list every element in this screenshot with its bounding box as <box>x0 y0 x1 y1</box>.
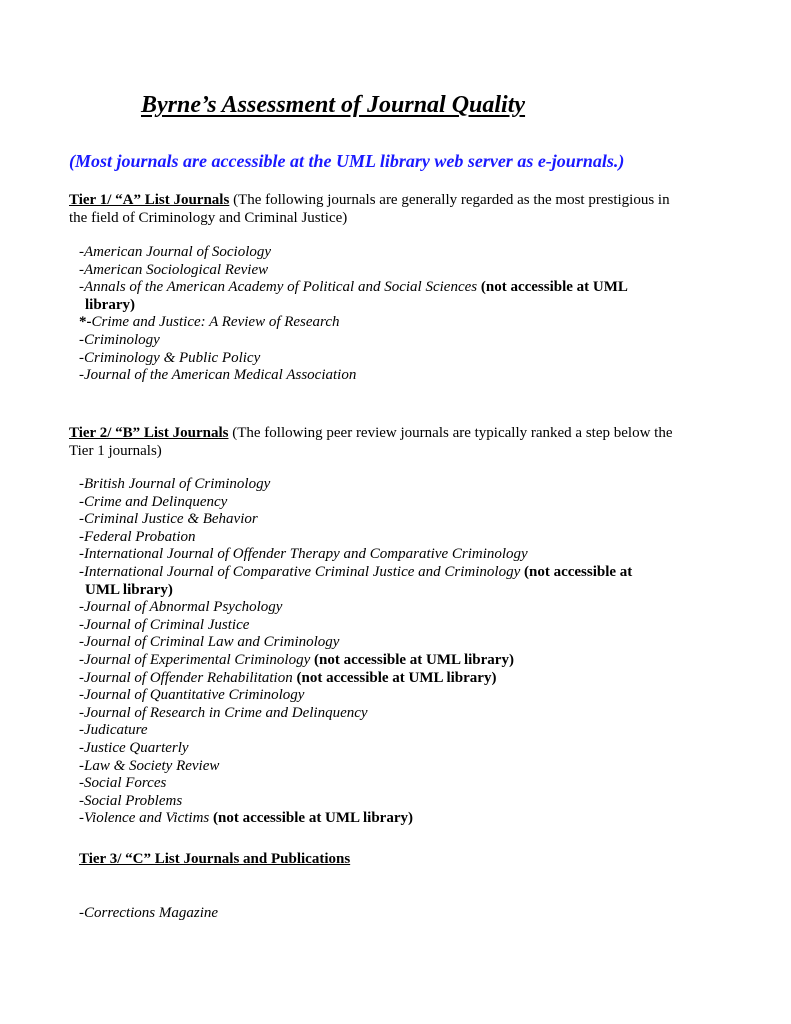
tier2-journal-list <box>79 476 719 828</box>
tier1-heading: Tier 1/ “A” List Journals <box>69 192 230 208</box>
journal-list-item <box>79 705 719 723</box>
journal-list-item <box>79 367 719 385</box>
access-note: (not accessible at UML library) <box>292 669 497 686</box>
journal-list-item <box>79 244 719 262</box>
journal-name: British Journal of Criminology <box>84 476 271 492</box>
journal-list-item <box>79 314 719 332</box>
journal-name: Journal of Criminal Law and Criminology <box>84 634 340 651</box>
journal-name: Corrections Magazine <box>84 905 219 921</box>
journal-list-item <box>79 599 719 617</box>
tier1-description: (The following journals are generally regarded as the most prestigious in the field of Criminology and Criminal Justice) <box>69 192 670 226</box>
journal-name: American Sociological Review <box>84 261 269 278</box>
journal-name: Social Problems <box>84 792 183 809</box>
journal-name: American Journal of Sociology <box>84 244 272 260</box>
list-marker: - <box>79 244 84 260</box>
journal-list-item <box>79 279 719 314</box>
tier1-intro <box>69 191 689 227</box>
journal-name: Journal of Experimental Criminology <box>84 651 311 668</box>
journal-list-item <box>79 905 719 923</box>
journal-list-item <box>79 810 719 828</box>
journal-list-item <box>79 652 719 670</box>
journal-list-item <box>79 494 719 512</box>
journal-list-item <box>79 793 719 811</box>
tier1-journal-list <box>79 244 719 385</box>
journal-name: Social Forces <box>84 775 167 792</box>
journal-name: Journal of Research in Crime and Delinquency <box>84 704 368 721</box>
list-marker: - <box>79 331 84 348</box>
journal-list-item <box>79 775 719 793</box>
list-marker: - <box>79 810 84 827</box>
tier2-heading: Tier 2/ “B” List Journals <box>69 425 229 441</box>
journal-name: International Journal of Comparative Criminal Justice and Criminology <box>84 563 521 580</box>
list-marker: - <box>79 279 84 296</box>
journal-name: Criminology & Public Policy <box>84 349 261 366</box>
journal-name: Law & Society Review <box>84 757 220 774</box>
journal-list-item <box>79 740 719 758</box>
list-marker: - <box>79 651 84 668</box>
list-marker: - <box>79 905 84 921</box>
list-marker: - <box>79 634 84 651</box>
journal-list-item <box>79 546 719 564</box>
list-marker: - <box>79 476 84 492</box>
journal-name: International Journal of Offender Therapy and Comparative Criminology <box>84 546 528 563</box>
list-marker: - <box>79 722 84 739</box>
journal-name: Journal of Offender Rehabilitation <box>84 669 293 686</box>
list-marker: - <box>79 546 84 563</box>
list-marker: - <box>79 704 84 721</box>
list-marker: - <box>79 669 84 686</box>
tier2-description: (The following peer review journals are typically ranked a step below the Tier 1 journals) <box>69 425 673 459</box>
journal-name: Federal Probation <box>84 528 196 545</box>
tier3-journal-list <box>79 905 719 923</box>
access-note: (not accessible at <box>520 563 633 580</box>
list-marker: - <box>79 757 84 774</box>
journal-list-item <box>79 564 719 599</box>
journal-list-item <box>79 511 719 529</box>
journal-list-item <box>79 722 719 740</box>
access-note: (not accessible at UML <box>477 279 628 296</box>
journal-list-item <box>79 687 719 705</box>
access-note: (not accessible at UML library) <box>209 810 413 827</box>
list-marker: - <box>79 367 84 384</box>
journal-name: Criminology <box>84 331 160 348</box>
list-marker: - <box>79 687 84 704</box>
document-subtitle: (Most journals are accessible at the UML library web server as e-journals.) <box>69 151 625 171</box>
list-marker: - <box>79 349 84 366</box>
journal-name: Crime and Delinquency <box>84 493 228 510</box>
list-marker: *- <box>79 314 92 331</box>
journal-list-item <box>79 634 719 652</box>
journal-name: Journal of Criminal Justice <box>84 616 250 633</box>
list-marker: - <box>79 616 84 633</box>
journal-name: Violence and Victims <box>84 810 210 827</box>
tier2-intro <box>69 424 689 460</box>
journal-list-item <box>79 476 719 494</box>
tier3-heading: Tier 3/ “C” List Journals and Publications <box>79 851 351 867</box>
journal-name: Journal of Quantitative Criminology <box>84 687 305 704</box>
journal-name: Criminal Justice & Behavior <box>84 511 258 528</box>
list-marker: - <box>79 563 84 580</box>
journal-list-item <box>79 758 719 776</box>
access-note-continued: library) <box>85 296 135 313</box>
journal-list-item <box>79 617 719 635</box>
journal-name: Journal of the American Medical Association <box>84 367 357 384</box>
journal-name: Journal of Abnormal Psychology <box>84 599 283 616</box>
document-title: Byrne’s Assessment of Journal Quality <box>141 92 526 118</box>
list-marker: - <box>79 775 84 792</box>
journal-name: Judicature <box>84 722 148 739</box>
list-marker: - <box>79 511 84 528</box>
journal-name: Annals of the American Academy of Political and Social Sciences <box>84 279 478 296</box>
list-marker: - <box>79 739 84 756</box>
list-marker: - <box>79 792 84 809</box>
list-marker: - <box>79 528 84 545</box>
journal-name: Crime and Justice: A Review of Research <box>91 314 340 331</box>
list-marker: - <box>79 599 84 616</box>
journal-list-item <box>79 350 719 368</box>
journal-name: Justice Quarterly <box>84 739 189 756</box>
journal-list-item <box>79 529 719 547</box>
journal-list-item <box>79 262 719 280</box>
access-note: (not accessible at UML library) <box>310 651 514 668</box>
list-marker: - <box>79 261 84 278</box>
access-note-continued: UML library) <box>85 581 173 598</box>
list-marker: - <box>79 493 84 510</box>
journal-list-item <box>79 670 719 688</box>
journal-list-item <box>79 332 719 350</box>
